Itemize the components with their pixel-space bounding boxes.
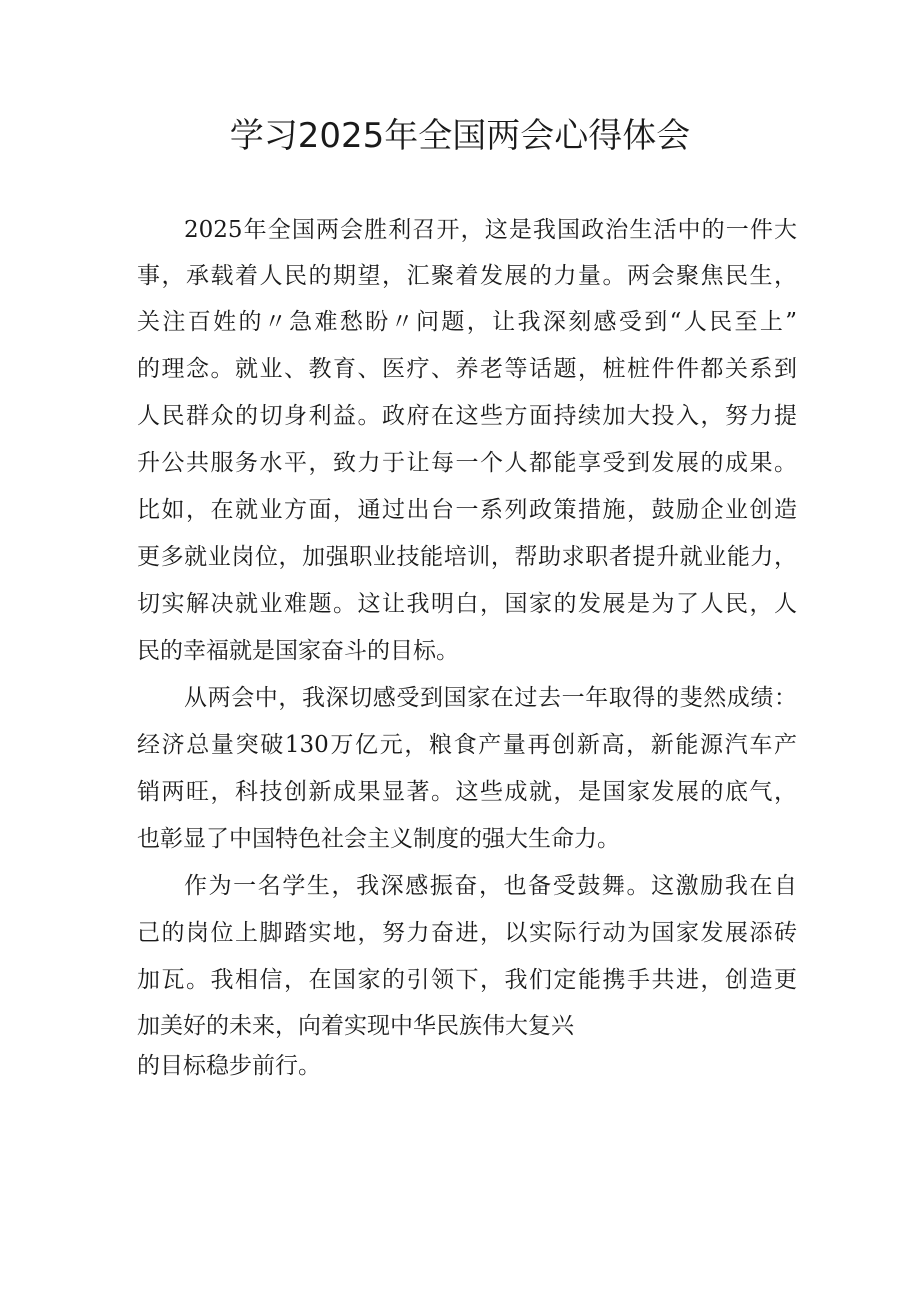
text-line: 的目标稳步前行。	[137, 1053, 321, 1079]
text-line: 比如，在就业方面，通过出台一系列政策措施，鼓励企业创造	[137, 497, 797, 523]
text-line: 从两会中，我深切感受到国家在过去一年取得的斐然成绩：	[184, 685, 797, 711]
document-title: 学习2025年全国两会心得体会	[229, 116, 691, 156]
text-line: 民的幸福就是国家奋斗的目标。	[137, 638, 459, 664]
text-line: 更多就业岗位，加强职业技能培训，帮助求职者提升就业能力，	[137, 544, 797, 570]
text-line: 切实解决就业难题。这让我明白，国家的发展是为了人民，人	[137, 591, 797, 617]
text-line: 的理念。就业、教育、医疗、养老等话题，桩桩件件都关系到	[137, 356, 797, 382]
text-line: 事，承载着人民的期望，汇聚着发展的力量。两会聚焦民生，	[137, 263, 797, 289]
text-line: 2025年全国两会胜利召开，这是我国政治生活中的一件大	[184, 217, 797, 243]
text-line: 人民群众的切身利益。政府在这些方面持续加大投入，努力提	[137, 403, 797, 429]
text-line: 己的岗位上脚踏实地，努力奋进，以实际行动为国家发展添砖	[137, 920, 797, 946]
text-line: 关注百姓的〃急难愁盼〃问题，让我深刻感受到“人民至上”	[137, 309, 797, 335]
text-line: 加美好的未来，向着实现中华民族伟大复兴	[137, 1013, 574, 1039]
text-line: 作为一名学生，我深感振奋，也备受鼓舞。这激励我在自	[184, 873, 797, 899]
text-line: 加瓦。我相信，在国家的引领下，我们定能携手共进，创造更	[137, 967, 797, 993]
text-line: 也彰显了中国特色社会主义制度的强大生命力。	[137, 826, 620, 852]
text-line: 经济总量突破130万亿元，粮食产量再创新高，新能源汽车产	[137, 732, 797, 758]
text-line: 升公共服务水平，致力于让每一个人都能享受到发展的成果。	[137, 450, 797, 476]
text-line: 销两旺，科技创新成果显著。这些成就，是国家发展的底气，	[137, 779, 797, 805]
